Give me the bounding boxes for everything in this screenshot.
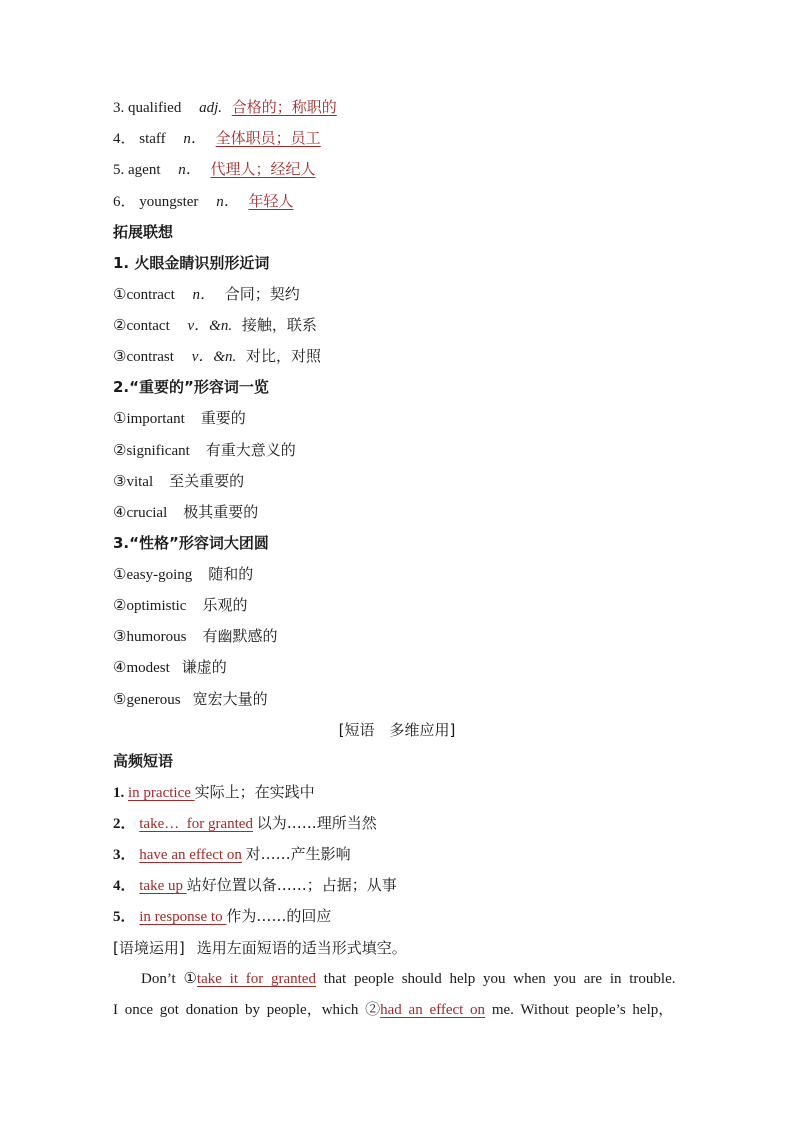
phrase-item: [113, 780, 315, 804]
item-mark: ①: [113, 567, 127, 583]
vocab-pos: n．: [216, 194, 239, 210]
item-mark: ④: [113, 505, 127, 521]
item-word: vital: [126, 474, 154, 490]
item-mark: ③: [113, 349, 127, 365]
item-word: contrast: [126, 349, 174, 365]
item-meaning: 乐观的: [202, 596, 248, 614]
vocab-word: qualified: [128, 100, 182, 116]
phrase-item: [113, 811, 377, 835]
item-mark: ①: [113, 411, 127, 427]
context-answer: had an effect on: [380, 1002, 486, 1018]
vocab-item-qualified: [113, 95, 337, 119]
vocab-pos: n．: [183, 131, 206, 147]
group3-item: [113, 687, 268, 711]
vocab-word: youngster: [139, 194, 199, 210]
item-word: optimistic: [126, 598, 187, 614]
group1-item: [113, 282, 300, 306]
vocab-pos: adj.: [199, 100, 222, 116]
item-meaning: 重要的: [200, 409, 246, 427]
phrase-number: 2．: [113, 816, 136, 832]
phrase-meaning: 作为……的回应: [226, 907, 332, 925]
group3-item: [113, 562, 253, 586]
vocab-item-agent: [113, 157, 316, 181]
group1-item: [113, 344, 321, 368]
item-meaning: 有幽默感的: [202, 627, 278, 645]
vocab-number: 5.: [113, 162, 125, 178]
context-paragraph-line2: [113, 998, 680, 1022]
vocab-number: 4．: [113, 131, 136, 147]
item-meaning: 至关重要的: [169, 472, 245, 490]
item-pos: n．: [192, 287, 216, 303]
phrase-number: 3．: [113, 847, 136, 863]
phrase-meaning: 以为……理所当然: [256, 814, 377, 832]
context-text: I once got donation by people，which ②: [113, 1002, 381, 1018]
phrase-number: 1.: [113, 785, 125, 801]
vocab-pos: n．: [178, 162, 201, 178]
item-mark: ②: [113, 443, 127, 459]
vocab-word: agent: [128, 162, 161, 178]
group3-item: [113, 655, 227, 679]
item-word: contract: [126, 287, 175, 303]
context-text: that people should help you when you are in trouble.: [315, 971, 676, 987]
context-instruction-text: 选用左面短语的适当形式填空。: [196, 939, 407, 957]
vocab-answer: 代理人；经纪人: [210, 160, 316, 178]
phrase-number: 4．: [113, 878, 136, 894]
extension-heading: 拓展联想: [113, 223, 174, 241]
item-word: humorous: [126, 629, 187, 645]
item-pos: v．&n.: [187, 318, 233, 334]
context-instruction: [113, 936, 407, 960]
group2-item: [113, 500, 258, 524]
group1-title: 1. 火眼金睛识别形近词: [113, 254, 270, 272]
item-mark: ②: [113, 598, 127, 614]
item-meaning: 谦虚的: [181, 658, 227, 676]
context-answer: take it for granted: [196, 971, 316, 987]
group2-item: [113, 406, 246, 430]
item-mark: ④: [113, 660, 127, 676]
item-word: significant: [126, 443, 190, 459]
item-word: easy-going: [126, 567, 193, 583]
vocab-number: 3.: [113, 100, 125, 116]
item-mark: ③: [113, 629, 127, 645]
item-mark: ②: [113, 318, 127, 334]
vocab-word: staff: [139, 131, 166, 147]
group3-title: 3.“性格”形容词大团圆: [113, 534, 269, 552]
context-text: me. Without people’s help，: [485, 1002, 674, 1018]
item-word: contact: [126, 318, 170, 334]
vocab-answer: 全体职员；员工: [215, 129, 321, 147]
phrase-answer: in practice: [128, 785, 195, 801]
item-mark: ①: [113, 287, 127, 303]
phrase-meaning: 实际上；在实践中: [194, 783, 315, 801]
item-word: modest: [126, 660, 170, 676]
phrase-answer: in response to: [139, 909, 227, 925]
vocab-item-youngster: [113, 189, 293, 213]
context-paragraph-line1: [113, 967, 680, 991]
item-word: important: [126, 411, 185, 427]
item-meaning: 宽宏大量的: [192, 690, 268, 708]
item-meaning: 合同；契约: [224, 285, 300, 303]
vocab-item-staff: [113, 126, 321, 150]
item-meaning: 有重大意义的: [205, 441, 296, 459]
item-mark: ⑤: [113, 692, 127, 708]
context-text: Don’t ①: [141, 971, 197, 987]
item-pos: v．&n.: [191, 349, 237, 365]
item-word: crucial: [126, 505, 168, 521]
group3-item: [113, 593, 247, 617]
phrase-item: [113, 842, 351, 866]
phrase-item: [113, 873, 397, 897]
phrase-answer: take up: [139, 878, 187, 894]
phrases-section-title: [短语 多维应用]: [338, 721, 456, 739]
context-label: [语境运用]: [113, 939, 185, 957]
phrase-item: [113, 904, 331, 928]
group3-item: [113, 624, 277, 648]
item-meaning: 接触，联系: [241, 316, 317, 334]
phrase-number: 5．: [113, 909, 136, 925]
group2-item: [113, 438, 296, 462]
group2-title: 2.“重要的”形容词一览: [113, 378, 269, 396]
group2-item: [113, 469, 244, 493]
vocab-number: 6．: [113, 194, 136, 210]
vocab-answer: 年轻人: [248, 192, 294, 210]
item-meaning: 极其重要的: [183, 503, 259, 521]
phrase-answer: take… for granted: [139, 816, 253, 832]
phrase-answer: have an effect on: [139, 847, 242, 863]
phrases-heading: 高频短语: [113, 752, 174, 770]
vocab-answer: 合格的；称职的: [231, 98, 337, 116]
item-meaning: 对比，对照: [246, 347, 322, 365]
item-meaning: 随和的: [208, 565, 254, 583]
item-word: generous: [126, 692, 181, 708]
item-mark: ③: [113, 474, 127, 490]
group1-item: [113, 313, 317, 337]
phrase-meaning: 站好位置以备……；占据；从事: [186, 876, 397, 894]
phrase-meaning: 对……产生影响: [245, 845, 351, 863]
